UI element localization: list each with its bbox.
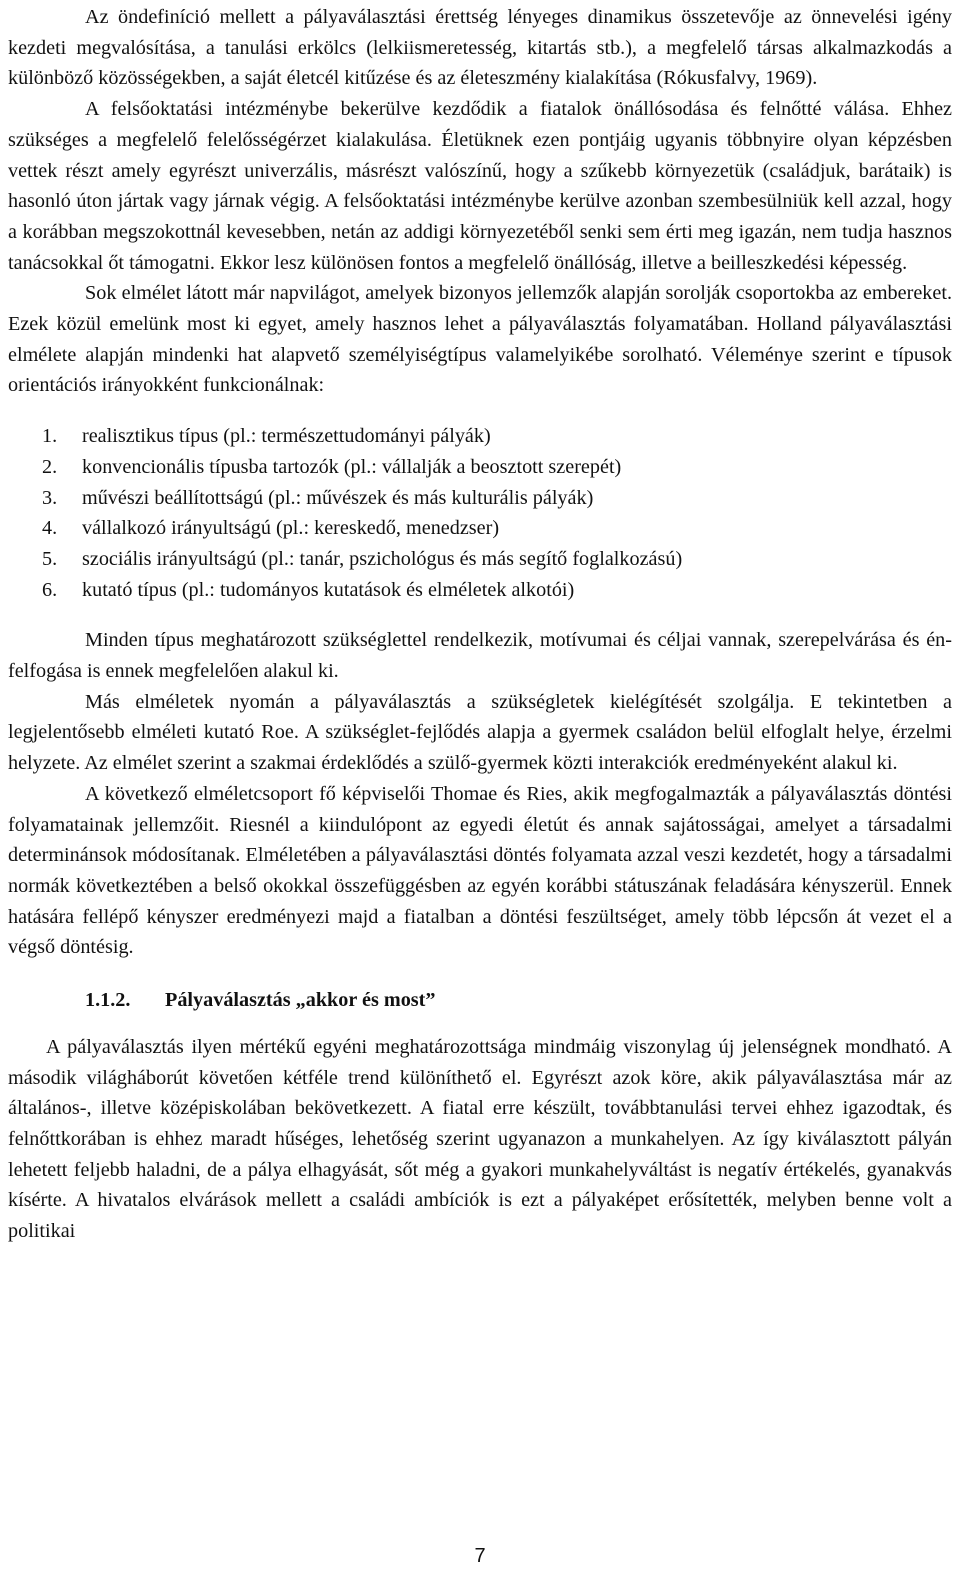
list-item-number: 2. (42, 455, 58, 478)
list-item-number: 3. (42, 486, 58, 509)
list-item-text: vállalkozó irányultságú (pl.: kereskedő, menedzser) (82, 517, 500, 540)
paragraph-then-and-now: A pályaválasztás ilyen mértékű egyéni meghatározottsága mindmáig viszonylag új jelenségnek mondható. A második világháborút követően kétféle trend különíthető el. Egyrészt azok köre, akik pályaválasztása már az általános-, illetve középiskolában bekövetkezett. A fiatal erre készült, továbbtanulási tervei ehhez igazodtak, és felnőttkorában is ehhez maradt hűséges, lehetőség szerint ugyanazon a munkahelyen. Az így kiválasztott pályán lehetett feljebb haladni, de a pálya elhagyását, sőt még a gyakori munkahelyváltást is negatív értékelés, gyanakvás kísérte. A hivatalos elvárások mellett a családi ambíciók is ezt a pályaképet erősítették, melyben benne volt a politikai (8, 1035, 952, 1243)
paragraph-thomae-ries: A következő elméletcsoport fő képviselői Thomae és Ries, akik megfogalmazták a pályaválasztás döntési folyamatainak jellemzőit. Riesnél a kiindulópont az egyedi életút és annak sajátosságai, amelyet a társadalmi determinánsok módosítanak. Elméletében a pályaválasztási döntés folyamata azzal veszi kezdetét, hogy a társadalmi normák következtében a belső okokkal összefüggésben az egyén korábbi státuszának feladására kényszerül. Ennek hatására fellépő kényszer eredményezi majd a fiatalban a döntési feszültséget, amely több lépcsőn át vezet el a végső döntésig. (8, 782, 952, 959)
list-item (8, 483, 952, 514)
list-item-text: szociális irányultságú (pl.: tanár, pszichológus és más segítő foglalkozású) (82, 547, 683, 570)
list-item-number: 1. (42, 425, 58, 448)
paragraph-higher-education: A felsőoktatási intézménybe bekerülve kezdődik a fiatalok önállósodása és felnőtté válása. Ehhez szükséges a megfelelő felelősségérzet kialakulása. Életüknek ezen pontjáig ugyanis többnyire olyan képzésben vettek részt amely egyrészt univerzális, másrészt valószínű, hogy a szűkebb környezetük (családjuk, barátaik) is hasonló úton jártak vagy járnak végig. A felsőoktatási intézménybe kerülve azonban szembesülniük kell azzal, hogy a korábban megszokottnál kevesebben, netán az addigi környezetéből senki sem érti meg igazán, nem tudja hasznos tanácsokkal őt támogatni. Ekkor lesz különösen fontos a megfelelő önállóság, illetve a beilleszkedési képesség. (8, 98, 952, 274)
page-number: 7 (474, 1545, 486, 1567)
list-item-number: 4. (42, 517, 58, 540)
personality-type-list (8, 421, 952, 605)
paragraph-roe-theory: Más elméletek nyomán a pályaválasztás a szükségletek kielégítését szolgálja. E tekintetben a legjelentősebb elméleti kutató Roe. A szükséglet-fejlődés alapja a gyermek családon belül elfoglalt helye, érzelmi helyzete. Az elmélet szerint a szakmai érdeklődés a szülő-gyermek közti interakciók eredményeként alakul ki. (8, 690, 952, 775)
list-item-text: realisztikus típus (pl.: természettudományi pályák) (82, 425, 491, 448)
list-item-number: 5. (42, 547, 58, 570)
list-item (8, 421, 952, 452)
section-title: Pályaválasztás „akkor és most” (165, 989, 436, 1012)
list-item (8, 513, 952, 544)
list-item-text: kutató típus (pl.: tudományos kutatások és elméletek alkotói) (82, 578, 575, 601)
list-item (8, 575, 952, 606)
paragraph-self-definition: Az öndefiníció mellett a pályaválasztási érettség lényeges dinamikus összetevője az önnevelési igény kezdeti megvalósítása, a tanulási erkölcs (lelkiismeretesség, kitartás stb.), a megfelelő társas alkalmazkodás a különböző közösségekben, a saját életcél kitűzése és az életeszmény kialakítása (Rókusfalvy, 1969). (8, 6, 952, 90)
document-page (8, 2, 952, 1247)
list-item (8, 452, 952, 483)
list-item (8, 544, 952, 575)
paragraph-type-needs: Minden típus meghatározott szükséglettel rendelkezik, motívumai és céljai vannak, szerepelvárása és én-felfogása is ennek megfelelően alakul ki. (8, 629, 952, 683)
list-item-text: konvencionális típusba tartozók (pl.: vállalják a beosztott szerepét) (82, 455, 622, 478)
list-item-text: művészi beállítottságú (pl.: művészek és más kulturális pályák) (82, 486, 594, 509)
section-number: 1.1.2. (85, 989, 131, 1012)
list-item-number: 6. (42, 578, 58, 601)
paragraph-holland-theory: Sok elmélet látott már napvilágot, amelyek bizonyos jellemzők alapján sorolják csoportokba az embereket. Ezek közül emelünk most ki egyet, amely hasznos lehet a pályaválasztás folyamatában. Holland pályaválasztási elmélete alapján mindenki hat alapvető személyiségtípus valamelyikébe sorolható. Véleménye szerint e típusok orientációs irányokként funkcionálnak: (8, 282, 952, 397)
section-heading (8, 985, 952, 1016)
